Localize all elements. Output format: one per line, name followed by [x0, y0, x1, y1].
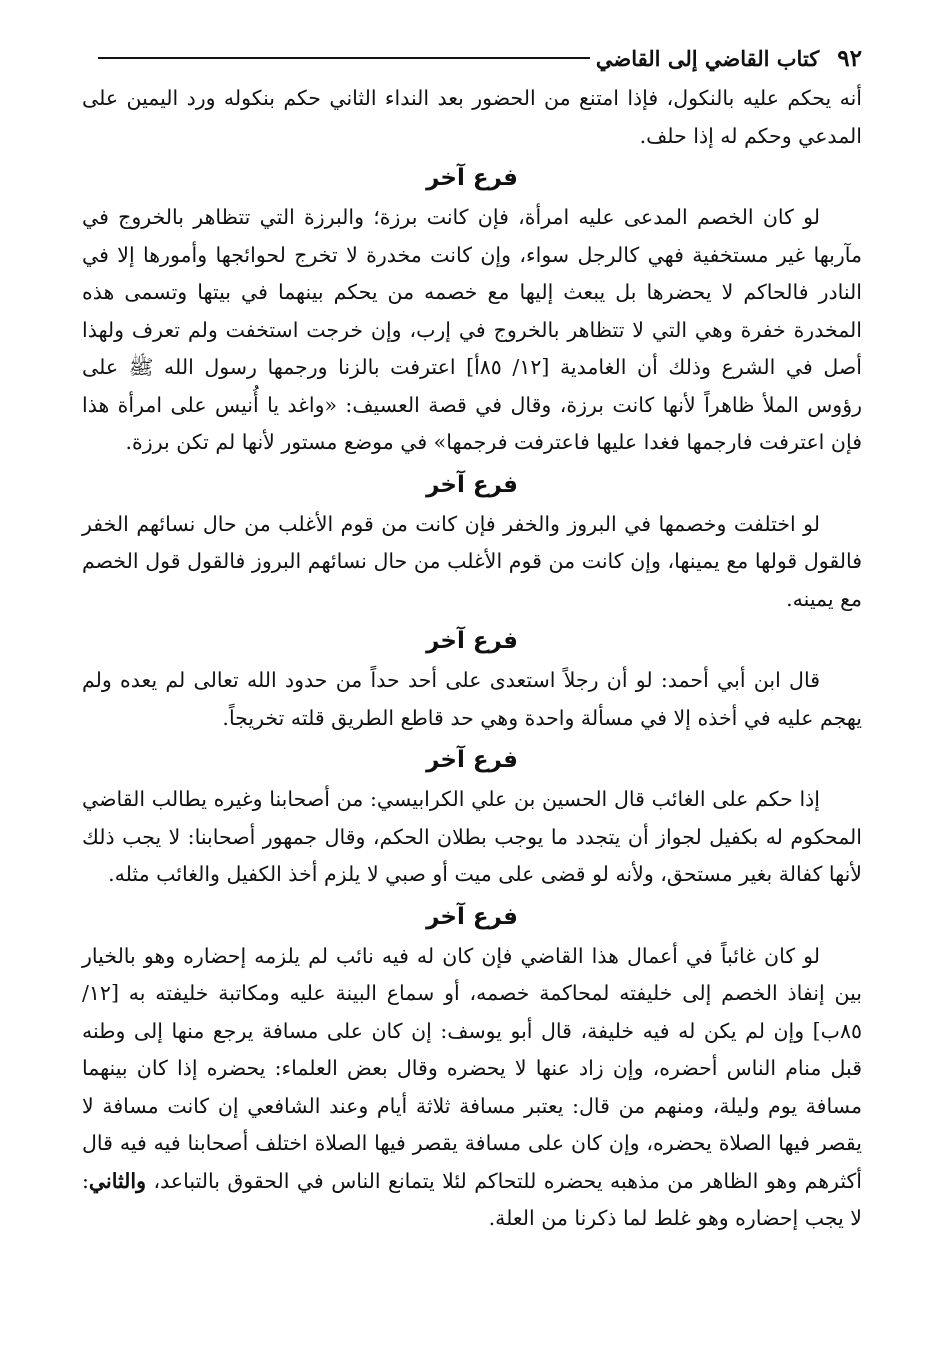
- section-heading: فرع آخر: [426, 747, 518, 773]
- paragraph-text: : لا يجب إحضاره وهو غلط لما ذكرنا من العلة.: [82, 1168, 862, 1230]
- page-number: ٩٢: [837, 44, 862, 72]
- section-heading: فرع آخر: [426, 471, 518, 498]
- book-title: كتاب القاضي إلى القاضي: [595, 45, 820, 71]
- body-paragraph: لو كان الخصم المدعى عليه امرأة، فإن كانت برزة؛ والبرزة التي تتظاهر بالخروج في مآربها غير مستخفية فهي كالرجل سواء، وإن كانت مخدرة لا تخرج لحوائجها وأمورها إلا في النادر فالحاكم لا يحضرها بل يبعث إليها مع خصمه من يحكم بينهما في بيتها وتسمى هذه المخدرة خفرة وهي التي لا تتظاهر بالخروج في إرب، وإن خرجت استخفت ولم تعرف ولهذا أصل في الشرع وذلك أن الغامدية [١٢/ ٨٥أ] اعترفت بالزنا ورجمها رسول الله ﷺ على رؤوس الملأ ظاهراً لأنها كانت برزة، وقال في قصة العسيف: «واغد يا أُنيس على امرأة هذا فإن اعترفت فارجمها فغدا عليها فاعترفت فرجمها» في موضع مستور لأنها لم تكن برزة.: [82, 205, 862, 454]
- section-heading: فرع آخر: [426, 628, 518, 654]
- page-body: [82, 80, 862, 1238]
- header-rule: [98, 57, 590, 59]
- body-paragraph: لو اختلفت وخصمها في البروز والخفر فإن كانت من قوم الأغلب من حال نسائهم الخفر فالقول قولها مع يمينها، وإن كانت من قوم الأغلب من حال نسائهم البروز فالقول قول الخصم مع يمينه.: [82, 511, 862, 611]
- body-paragraph: [82, 938, 862, 1238]
- paragraph-text: لو كان غائباً في أعمال هذا القاضي فإن كان له فيه نائب لم يلزمه إحضاره وهو بالخيار بين إنفاذ الخصم إلى خليفته لمحاكمة خصمه، أو سماع البينة عليه ومكاتبة خليفته به [١٢/ ٨٥ب] وإن لم يكن له فيه خليفة، قال أبو يوسف: إن كان على مسافة يرجع منها إلى وطنه قبل منام الناس أحضره، وإن زاد عنها لا يحضره وقال بعض العلماء: يحضره إذا كان بينهما مسافة يوم وليلة، ومنهم من قال: يعتبر مسافة ثلاثة أيام وعند الشافعي إن كانت مسافة لا يقصر فيها الصلاة يحضره، وإن كان على مسافة يقصر فيها الصلاة اختلف أصحابنا فيه فيه قال أكثرهم وهو الظاهر من مذهبه يحضره للتحاكم لئلا يتمانع الناس في الحقوق بالتباعد،: [82, 943, 862, 1193]
- running-header: [82, 36, 862, 80]
- body-paragraph: قال ابن أبي أحمد: لو أن رجلاً استعدى على أحد حداً من حدود الله تعالى لم يعده ولم يهجم عليه في أخذه إلا في مسألة واحدة وهي حد قاطع الطريق قلته تخريجاً.: [82, 668, 862, 730]
- book-page: [82, 36, 862, 1238]
- section-heading: فرع آخر: [426, 165, 518, 191]
- section-heading: فرع آخر: [426, 903, 518, 930]
- emphasized-term: والثاني: [88, 1168, 146, 1193]
- body-paragraph: أنه يحكم عليه بالنكول، فإذا امتنع من الحضور بعد النداء الثاني حكم بنكوله ورد اليمين على المدعي وحكم له إذا حلف.: [82, 86, 862, 148]
- body-paragraph: إذا حكم على الغائب قال الحسين بن علي الكرابيسي: من أصحابنا وغيره يطالب القاضي المحكوم له بكفيل لجواز أن يتجدد ما يوجب بطلان الحكم، وقال جمهور أصحابنا: لا يجب ذلك لأنها كفالة بغير مستحق، ولأنه لو قضى على ميت أو صبي لا يلزم أخذ الكفيل والغائب مثله.: [82, 787, 862, 886]
